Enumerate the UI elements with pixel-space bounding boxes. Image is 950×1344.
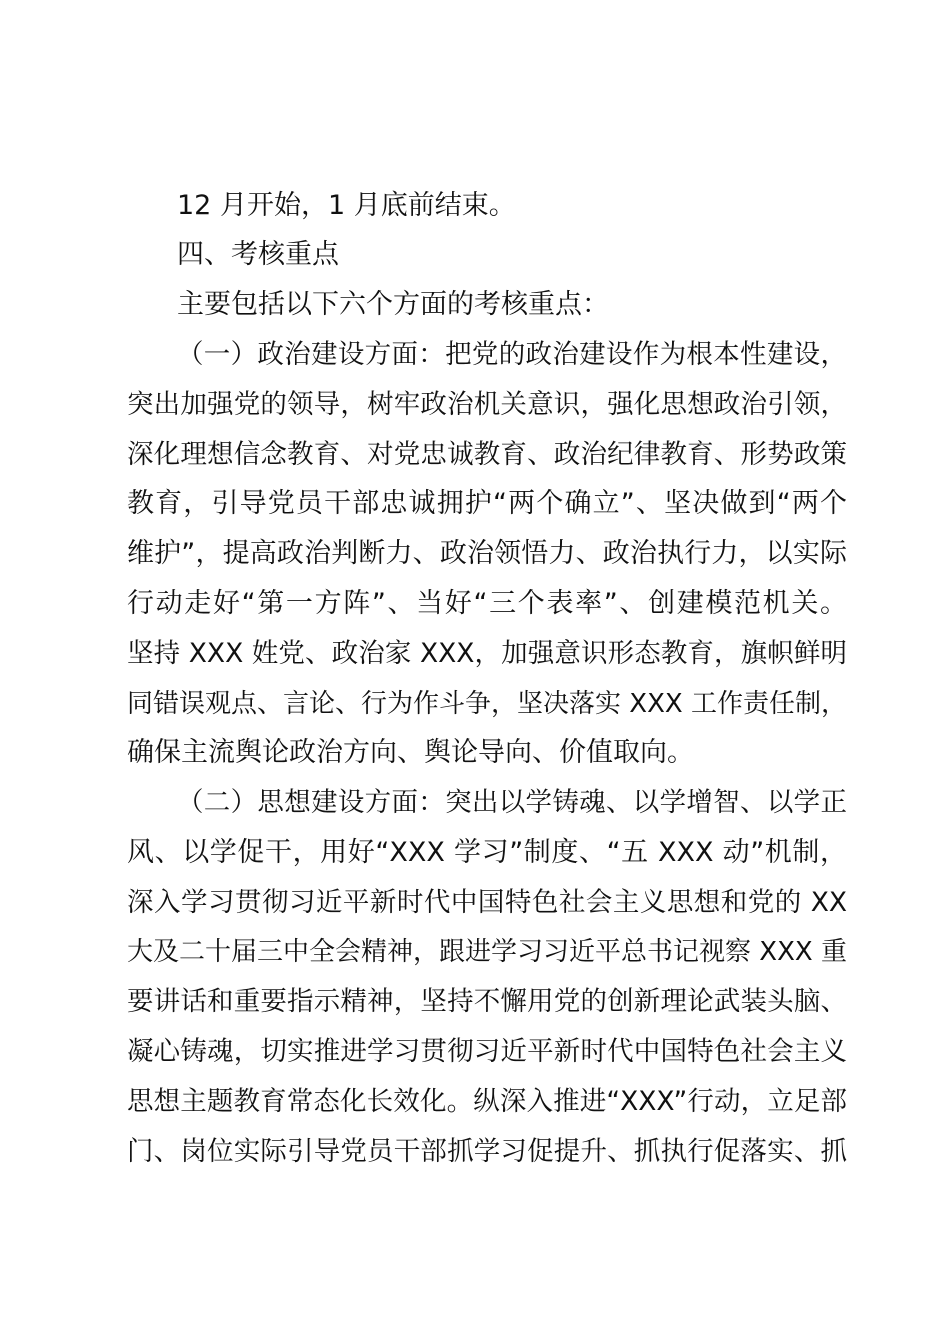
paragraph-line: 坚持 XXX 姓党、政治家 XXX，加强意识形态教育，旗帜鲜明: [127, 638, 847, 669]
paragraph-line: 行动走好“第一方阵”、当好“三个表率”、创建模范机关。: [127, 588, 847, 619]
paragraph-line: 同错误观点、言论、行为作斗争，坚决落实 XXX 工作责任制，: [127, 689, 847, 719]
paragraph-line: 风、以学促干，用好“XXX 学习”制度、“五 XXX 动”机制，: [127, 837, 847, 868]
paragraph-line: 主要包括以下六个方面的考核重点：: [177, 289, 609, 320]
paragraph-line: 要讲话和重要指示精神，坚持不懈用党的创新理论武装头脑、: [127, 986, 847, 1017]
paragraph-line: 深入学习贯彻习近平新时代中国特色社会主义思想和党的 XX: [127, 887, 847, 918]
paragraph-line: 维护”，提高政治判断力、政治领悟力、政治执行力，以实际: [127, 538, 847, 569]
section-heading: 四、考核重点: [177, 239, 339, 270]
paragraph-line: 教育，引导党员干部忠诚拥护“两个确立”、坚决做到“两个: [127, 488, 847, 519]
paragraph-line: 凝心铸魂，切实推进学习贯彻习近平新时代中国特色社会主义: [127, 1036, 847, 1067]
paragraph-line: 12 月开始，1 月底前结束。: [177, 190, 516, 221]
paragraph-line: 思想主题教育常态化长效化。纵深入推进“XXX”行动，立足部: [127, 1086, 847, 1117]
paragraph-line: （二）思想建设方面：突出以学铸魂、以学增智、以学正: [177, 787, 847, 818]
paragraph-line: 突出加强党的领导，树牢政治机关意识，强化思想政治引领，: [127, 389, 847, 420]
paragraph-line: 深化理想信念教育、对党忠诚教育、政治纪律教育、形势政策: [127, 439, 847, 470]
paragraph-line: 门、岗位实际引导党员干部抓学习促提升、抓执行促落实、抓: [127, 1136, 847, 1167]
paragraph-line: 确保主流舆论政治方向、舆论导向、价值取向。: [127, 737, 694, 768]
paragraph-line: （一）政治建设方面：把党的政治建设作为根本性建设，: [177, 339, 847, 370]
paragraph-line: 大及二十届三中全会精神，跟进学习习近平总书记视察 XXX 重: [127, 937, 847, 967]
